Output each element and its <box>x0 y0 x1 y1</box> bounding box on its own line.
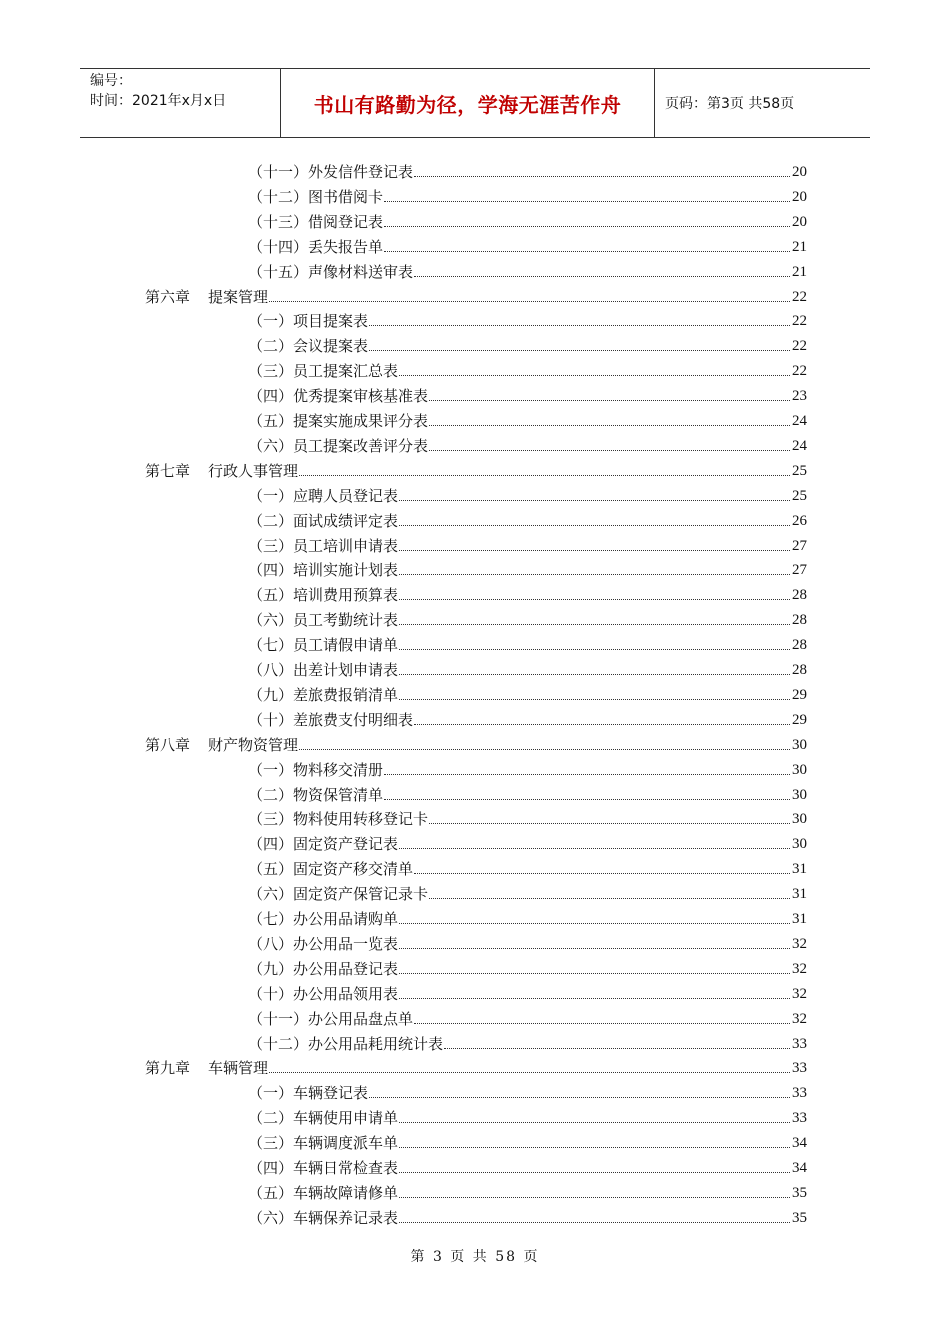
toc-page-number: 25 <box>792 462 807 479</box>
toc-item-row[interactable] <box>248 484 807 506</box>
toc-item-label: （四）车辆日常检查表 <box>248 1159 399 1177</box>
toc-item-row[interactable] <box>248 807 807 829</box>
chapter-number: 第六章 <box>145 287 191 306</box>
dot-leader <box>429 823 790 824</box>
toc-item-row[interactable] <box>248 1106 807 1128</box>
header-meta <box>80 69 280 137</box>
dot-leader <box>399 998 790 999</box>
toc-item-label: （十一）办公用品盘点单 <box>248 1009 414 1028</box>
chapter-title: 车辆管理 <box>208 1059 269 1078</box>
toc-item-row[interactable] <box>248 957 807 979</box>
toc-item-label: （十二）办公用品耗用统计表 <box>248 1034 444 1053</box>
toc-item-row[interactable] <box>248 1007 807 1029</box>
toc-item-row[interactable] <box>248 534 807 556</box>
toc-page-number: 22 <box>792 363 807 380</box>
toc-page-number: 33 <box>792 1110 807 1127</box>
toc-item-label: （三）车辆调度派车单 <box>248 1134 399 1153</box>
toc-item-row[interactable] <box>248 558 807 580</box>
toc-page-number: 35 <box>792 1209 807 1226</box>
page-footer: 第 3 页 共 58 页 <box>410 1249 540 1265</box>
toc-item-label: （六）员工考勤统计表 <box>248 611 399 630</box>
toc-page-number: 33 <box>792 1085 807 1102</box>
dot-leader <box>399 525 790 526</box>
toc-page-number: 34 <box>792 1160 807 1176</box>
chapter-number: 第八章 <box>145 735 191 754</box>
toc-item-label: （三）物料使用转移登记卡 <box>248 810 429 829</box>
header-page-info: 页码：第3页 共58页 <box>665 96 795 112</box>
toc-item-label: （一）物料移交清册 <box>248 760 384 779</box>
chapter-title: 提案管理 <box>208 287 269 306</box>
toc-item-row[interactable] <box>248 708 807 730</box>
dot-leader <box>384 774 790 775</box>
toc-page-number: 32 <box>792 985 807 1002</box>
toc-item-row[interactable] <box>248 509 807 531</box>
toc-item-row[interactable] <box>248 1206 807 1228</box>
dot-leader <box>399 1147 790 1148</box>
toc-item-row[interactable] <box>248 608 807 630</box>
toc-item-label: （一）车辆登记表 <box>248 1084 369 1103</box>
toc-item-label: （七）办公用品请购单 <box>248 910 399 928</box>
toc-page-number: 33 <box>792 1060 807 1077</box>
toc-item-label: （一）项目提案表 <box>248 312 369 331</box>
dot-leader <box>269 1072 790 1073</box>
toc-page-number: 21 <box>792 238 807 255</box>
toc-page-number: 20 <box>792 213 807 230</box>
dot-leader <box>399 973 790 974</box>
dot-leader <box>399 848 790 849</box>
toc-item-row[interactable] <box>248 658 807 680</box>
dot-leader <box>429 400 790 401</box>
dot-leader <box>369 350 790 351</box>
toc-item-label: （三）员工提案汇总表 <box>248 362 399 381</box>
dot-leader <box>414 276 790 277</box>
toc-page-number: 34 <box>792 1135 807 1152</box>
toc-item-row[interactable] <box>248 1156 807 1178</box>
toc-page-number: 31 <box>792 886 807 903</box>
toc-item-label: （四）优秀提案审核基准表 <box>248 387 429 406</box>
toc-chapter-row[interactable] <box>145 1056 807 1078</box>
toc-item-label: （五）培训费用预算表 <box>248 586 399 605</box>
toc-page-number: 29 <box>792 686 807 703</box>
toc-item-label: （六）车辆保养记录表 <box>248 1208 399 1227</box>
toc-item-label: （九）办公用品登记表 <box>248 959 399 978</box>
toc-item-row[interactable] <box>248 1081 807 1103</box>
toc-page-number: 28 <box>792 612 807 629</box>
toc-item-row[interactable] <box>248 1131 807 1153</box>
toc-page-number: 28 <box>792 637 807 654</box>
toc-item-label: （十一）外发信件登记表 <box>248 163 414 181</box>
toc-page-number: 31 <box>792 911 807 927</box>
toc-page-number: 29 <box>792 711 807 728</box>
toc-page-number: 30 <box>792 786 807 803</box>
toc-item-row[interactable] <box>248 758 807 780</box>
toc-item-label: （四）培训实施计划表 <box>248 561 399 580</box>
toc-chapter-row[interactable] <box>145 733 807 755</box>
dot-leader <box>384 201 790 202</box>
toc-item-label: （十）办公用品领用表 <box>248 984 399 1003</box>
toc-page-number: 23 <box>792 388 807 405</box>
dot-leader <box>399 649 790 650</box>
toc-item-row[interactable] <box>248 210 807 232</box>
chapter-number: 第七章 <box>145 461 191 480</box>
dot-leader <box>429 425 790 426</box>
toc-item-label: （六）固定资产保管记录卡 <box>248 885 429 904</box>
toc-item-label: （十二）图书借阅卡 <box>248 187 384 206</box>
toc-item-label: （八）出差计划申请表 <box>248 661 399 679</box>
dot-leader <box>384 226 790 227</box>
dot-leader <box>429 898 790 899</box>
header-motto-cell <box>280 69 655 137</box>
toc-item-label: （十）差旅费支付明细表 <box>248 710 414 729</box>
toc-item-row[interactable] <box>248 583 807 605</box>
toc-chapter-row[interactable] <box>145 459 807 481</box>
toc-page-number: 31 <box>792 861 807 878</box>
toc-item-label: （五）固定资产移交清单 <box>248 860 414 879</box>
toc-item-row[interactable] <box>248 857 807 879</box>
toc-item-label: （五）提案实施成果评分表 <box>248 412 429 430</box>
toc-chapter-row[interactable] <box>145 285 807 307</box>
dot-leader <box>399 948 790 949</box>
toc-item-label: （九）差旅费报销清单 <box>248 685 399 704</box>
dot-leader <box>399 674 790 675</box>
toc-item-row[interactable] <box>248 434 807 456</box>
toc-item-row[interactable] <box>248 384 807 406</box>
dot-leader <box>429 450 790 451</box>
motto: 书山有路勤为径，学海无涯苦作舟 <box>313 92 622 117</box>
toc-item-row[interactable] <box>248 1032 807 1054</box>
toc-page-number: 22 <box>792 338 807 355</box>
toc-item-label: （六）员工提案改善评分表 <box>248 436 429 455</box>
dot-leader <box>414 873 790 874</box>
toc-item-row[interactable] <box>248 1181 807 1203</box>
toc-item-row[interactable] <box>248 409 807 431</box>
dot-leader <box>399 574 790 575</box>
toc-page-number: 22 <box>792 313 807 330</box>
toc-page-number: 25 <box>792 487 807 504</box>
toc-item-label: （一）应聘人员登记表 <box>248 486 399 505</box>
toc-item-row[interactable] <box>248 185 807 207</box>
toc-item-label: （十四）丢失报告单 <box>248 237 384 256</box>
toc-page-number: 33 <box>792 1035 807 1052</box>
dot-leader <box>369 325 790 326</box>
toc-page-number: 32 <box>792 1010 807 1027</box>
toc-page-number: 28 <box>792 587 807 604</box>
toc-page-number: 35 <box>792 1184 807 1201</box>
toc-item-label: （十三）借阅登记表 <box>248 212 384 231</box>
toc-page-number: 30 <box>792 761 807 778</box>
chapter-title: 财产物资管理 <box>208 735 299 754</box>
toc-page-number: 20 <box>792 188 807 205</box>
dot-leader <box>414 724 790 725</box>
toc-page-number: 30 <box>792 836 807 853</box>
toc-item-row[interactable] <box>248 932 807 954</box>
toc-page-number: 20 <box>792 164 807 180</box>
toc-page-number: 32 <box>792 960 807 977</box>
dot-leader <box>414 176 790 177</box>
toc-item-row[interactable] <box>248 160 807 182</box>
dot-leader <box>399 699 790 700</box>
toc-item-row[interactable] <box>248 907 807 929</box>
toc-page-number: 27 <box>792 562 807 579</box>
toc-page-number: 22 <box>792 288 807 305</box>
toc-item-row[interactable] <box>248 982 807 1004</box>
toc-page-number: 21 <box>792 263 807 280</box>
dot-leader <box>299 475 790 476</box>
dot-leader <box>399 550 790 551</box>
toc-item-row[interactable] <box>248 882 807 904</box>
toc-item-row[interactable] <box>248 235 807 257</box>
toc-item-label: （二）会议提案表 <box>248 337 369 356</box>
toc-item-row[interactable] <box>248 260 807 282</box>
toc-page-number: 32 <box>792 935 807 952</box>
dot-leader <box>384 251 790 252</box>
toc-page-number: 24 <box>792 437 807 454</box>
dot-leader <box>269 301 790 302</box>
dot-leader <box>299 749 790 750</box>
page-header <box>80 68 870 138</box>
toc-item-row[interactable] <box>248 832 807 854</box>
toc-item-label: （五）车辆故障请修单 <box>248 1183 399 1202</box>
dot-leader <box>369 1097 790 1098</box>
dot-leader <box>399 500 790 501</box>
chapter-title: 行政人事管理 <box>208 461 299 480</box>
toc-page-number: 26 <box>792 512 807 529</box>
toc-item-row[interactable] <box>248 334 807 356</box>
toc-item-label: （八）办公用品一览表 <box>248 934 399 953</box>
chapter-number: 第九章 <box>145 1059 191 1078</box>
toc-page-number: 30 <box>792 811 807 828</box>
dot-leader <box>444 1048 790 1049</box>
toc-page-number: 24 <box>792 413 807 429</box>
toc-item-row[interactable] <box>248 783 807 805</box>
toc-item-label: （二）面试成绩评定表 <box>248 511 399 530</box>
dot-leader <box>399 375 790 376</box>
toc-item-label: （七）员工请假申请单 <box>248 636 399 655</box>
toc-item-label: （二）车辆使用申请单 <box>248 1109 399 1128</box>
dot-leader <box>399 1222 790 1223</box>
toc-page-number: 30 <box>792 736 807 753</box>
toc-page-number: 28 <box>792 662 807 678</box>
toc-item-row[interactable] <box>248 309 807 331</box>
date-label: 时间：2021年x月x日 <box>90 93 227 109</box>
toc-item-row[interactable] <box>248 683 807 705</box>
dot-leader <box>399 1172 790 1173</box>
toc-item-label: （二）物资保管清单 <box>248 785 384 804</box>
toc-item-row[interactable] <box>248 633 807 655</box>
dot-leader <box>414 1023 790 1024</box>
toc-item-label: （三）员工培训申请表 <box>248 536 399 555</box>
dot-leader <box>399 624 790 625</box>
dot-leader <box>399 599 790 600</box>
dot-leader <box>399 923 790 924</box>
toc-page-number: 27 <box>792 537 807 554</box>
dot-leader <box>399 1122 790 1123</box>
toc-item-label: （四）固定资产登记表 <box>248 835 399 854</box>
dot-leader <box>399 1197 790 1198</box>
toc-item-row[interactable] <box>248 359 807 381</box>
dot-leader <box>384 799 790 800</box>
toc-item-label: （十五）声像材料送审表 <box>248 262 414 281</box>
serial-label: 编号： <box>90 73 132 89</box>
